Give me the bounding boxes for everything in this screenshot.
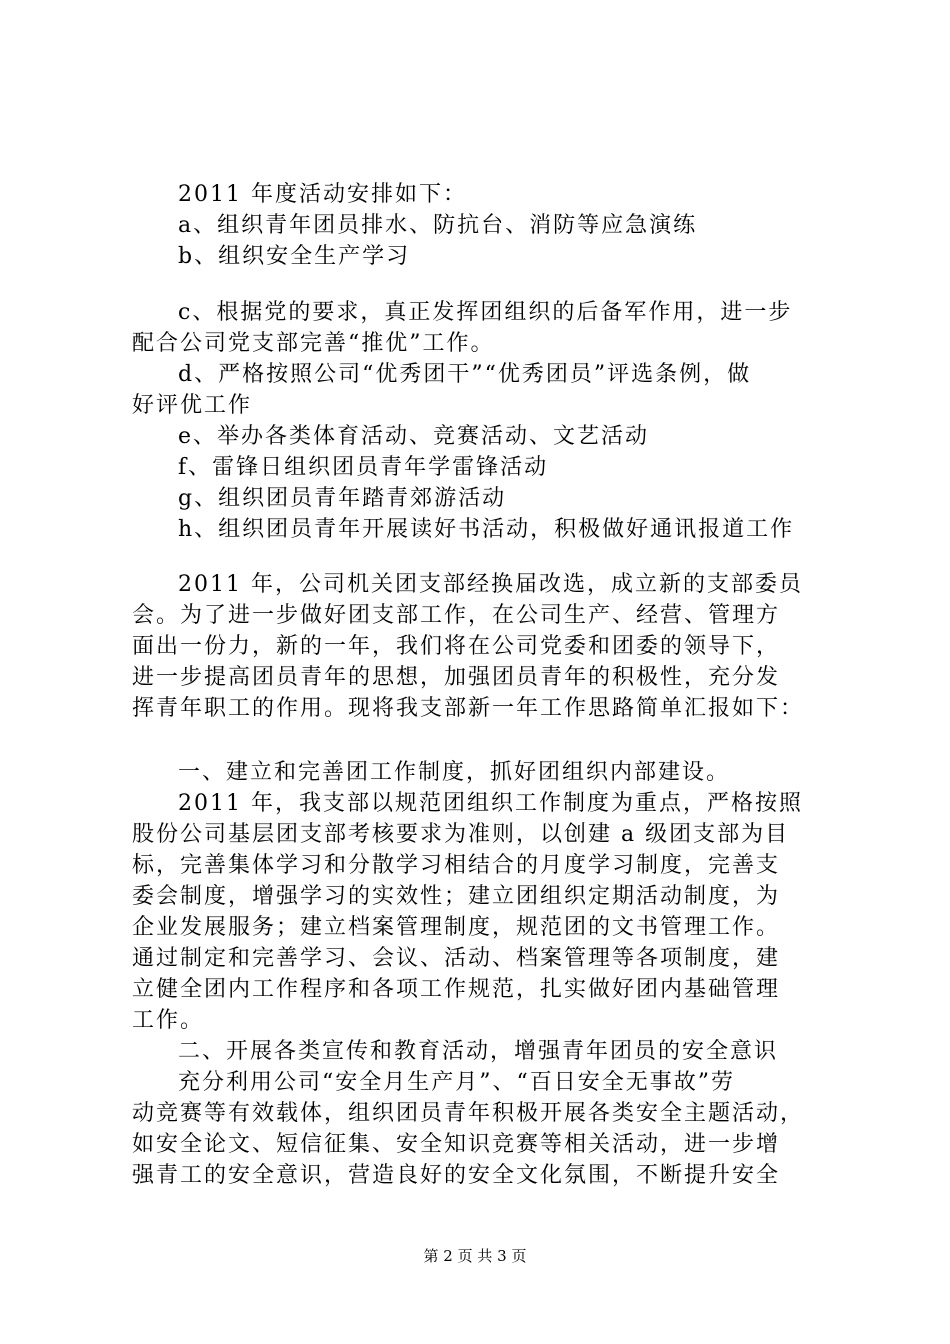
- schedule-item-e: e、举办各类体育活动、竞赛活动、文艺活动: [178, 424, 650, 449]
- section1-line: 立健全团内工作程序和各项工作规范，扎实做好团内基础管理: [132, 977, 781, 1002]
- section1-line: 工作。: [132, 1008, 205, 1033]
- intro-line: 挥青年职工的作用。现将我支部新一年工作思路简单汇报如下：: [132, 696, 805, 721]
- section1-line: 委会制度，增强学习的实效性；建立团组织定期活动制度，为: [132, 884, 781, 909]
- intro-line: 面出一份力，新的一年，我们将在公司党委和团委的领导下，: [132, 634, 781, 659]
- section1-line: 通过制定和完善学习、会议、活动、档案管理等各项制度，建: [132, 946, 781, 971]
- section2-title: 二、开展各类宣传和教育活动，增强青年团员的安全意识: [178, 1039, 779, 1064]
- schedule-item-a: a、组织青年团员排水、防抗台、消防等应急演练: [178, 213, 698, 238]
- schedule-item-d-line1: d、严格按照公司“优秀团干”“优秀团员”评选条例，做: [178, 362, 752, 387]
- schedule-item-f: f、雷锋日组织团员青年学雷锋活动: [178, 455, 549, 480]
- page-footer: 第 2 页 共 3 页: [423, 1247, 527, 1265]
- section1-line: 2011 年，我支部以规范团组织工作制度为重点，严格按照: [178, 791, 803, 816]
- section2-line: 强青工的安全意识，营造良好的安全文化氛围，不断提升安全: [132, 1163, 781, 1188]
- schedule-item-c-line2: 配合公司党支部完善“推优”工作。: [132, 331, 495, 356]
- section2-line: 如安全论文、短信征集、安全知识竞赛等相关活动，进一步增: [132, 1132, 781, 1157]
- intro-line: 2011 年，公司机关团支部经换届改选，成立新的支部委员: [178, 572, 803, 597]
- schedule-item-d-line2: 好评优工作: [132, 393, 253, 418]
- section2-line: 充分利用公司“安全月生产月”、“百日安全无事故”劳: [178, 1070, 735, 1095]
- schedule-heading: 2011 年度活动安排如下：: [178, 182, 467, 207]
- schedule-item-h: h、组织团员青年开展读好书活动，积极做好通讯报道工作: [178, 517, 795, 542]
- section1-title: 一、建立和完善团工作制度，抓好团组织内部建设。: [178, 760, 731, 785]
- schedule-item-b: b、组织安全生产学习: [178, 244, 411, 269]
- section1-line: 股份公司基层团支部考核要求为准则，以创建 a 级团支部为目: [132, 822, 790, 847]
- schedule-item-g: g、组织团员青年踏青郊游活动: [178, 486, 507, 511]
- section1-line: 企业发展服务；建立档案管理制度，规范团的文书管理工作。: [132, 915, 781, 940]
- intro-line: 会。为了进一步做好团支部工作，在公司生产、经营、管理方: [132, 603, 781, 628]
- section2-line: 动竞赛等有效载体，组织团员青年积极开展各类安全主题活动，: [132, 1101, 805, 1126]
- section1-line: 标，完善集体学习和分散学习相结合的月度学习制度，完善支: [132, 853, 781, 878]
- schedule-item-c-line1: c、根据党的要求，真正发挥团组织的后备军作用，进一步: [178, 300, 793, 325]
- intro-line: 进一步提高团员青年的思想，加强团员青年的积极性，充分发: [132, 665, 781, 690]
